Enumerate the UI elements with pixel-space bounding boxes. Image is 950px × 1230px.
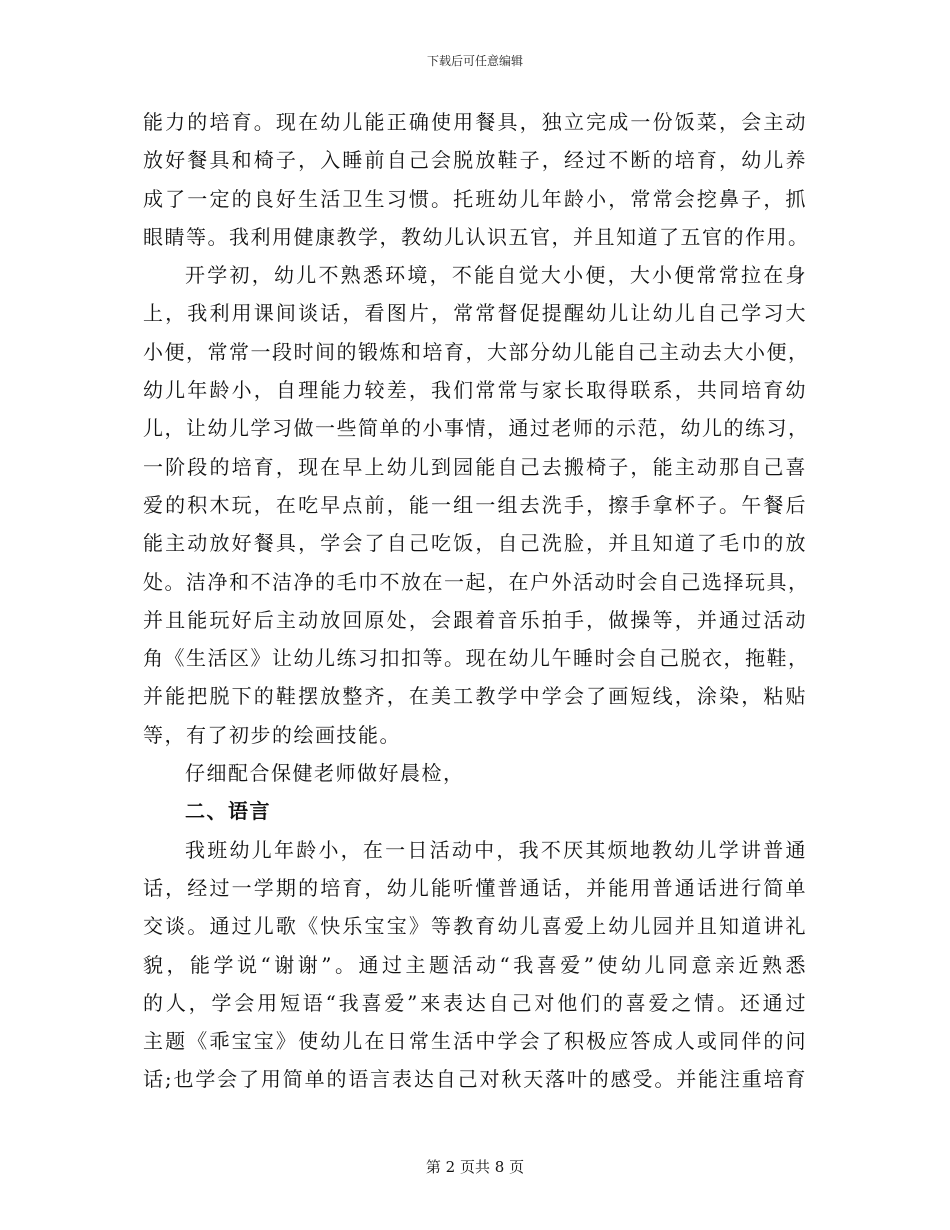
section-heading: 二、语言 [185,799,271,824]
text-line: 小便，常常一段时间的锻炼和培育，大部分幼儿能自己主动去大小便， [143,339,810,364]
text-line: 成了一定的良好生活卫生习惯。托班幼儿年龄小，常常会挖鼻子，抓 [143,186,807,211]
text-line: 等，有了初步的绘画技能。 [143,722,401,747]
document-body [143,103,810,1099]
text-line: 上，我利用课间谈话，看图片，常常督促提醒幼儿让幼儿自己学习大 [143,301,807,326]
text-line: 话，经过一学期的培育，幼儿能听懂普通话，并能用普通话进行简单 [143,875,807,900]
text-line: 放好餐具和椅子，入睡前自己会脱放鞋子，经过不断的培育，幼儿养 [143,148,807,173]
paragraph-first-line: 仔细配合保健老师做好晨检， [185,761,465,786]
text-line: 能主动放好餐具，学会了自己吃饭，自己洗脸，并且知道了毛巾的放 [143,531,807,556]
paragraph-first-line: 我班幼儿年龄小，在一日活动中，我不厌其烦地教幼儿学讲普通 [185,837,807,862]
text-line: 的人，学会用短语“我喜爱”来表达自己对他们的喜爱之情。还通过 [143,990,807,1015]
text-line: 幼儿年龄小，自理能力较差，我们常常与家长取得联系，共同培育幼 [143,378,807,403]
page-footer: 第 2 页共 8 页 [425,1158,525,1176]
text-line: 一阶段的培育，现在早上幼儿到园能自己去搬椅子，能主动那自己喜 [143,454,807,479]
page-header: 下载后可任意编辑 [426,54,523,68]
paragraph-first-line: 开学初，幼儿不熟悉环境，不能自觉大小便，大小便常常拉在身 [185,263,807,288]
text-line: 并且能玩好后主动放回原处，会跟着音乐拍手，做操等，并通过活动 [143,607,807,632]
text-line: 话;也学会了用简单的语言表达自己对秋天落叶的感受。并能注重培育 [143,1067,807,1092]
text-line: 眼睛等。我利用健康教学，教幼儿认识五官，并且知道了五官的作用。 [143,224,810,249]
text-line: 貌，能学说“谢谢”。通过主题活动“我喜爱”使幼儿同意亲近熟悉 [143,952,807,977]
text-line: 交谈。通过儿歌《快乐宝宝》等教育幼儿喜爱上幼儿园并且知道讲礼 [143,914,807,939]
text-line: 角《生活区》让幼儿练习扣扣等。现在幼儿午睡时会自己脱衣，拖鞋， [143,646,810,671]
text-line: 并能把脱下的鞋摆放整齐，在美工教学中学会了画短线，涂染，粘贴 [143,684,807,709]
text-line: 处。洁净和不洁净的毛巾不放在一起，在户外活动时会自己选择玩具， [143,569,810,594]
text-line: 能力的培育。现在幼儿能正确使用餐具，独立完成一份饭菜，会主动 [143,110,807,134]
text-line: 爱的积木玩，在吃早点前，能一组一组去洗手，擦手拿杯子。午餐后 [143,492,807,517]
text-line: 主题《乖宝宝》使幼儿在日常生活中学会了积极应答成人或同伴的问 [143,1029,807,1054]
text-line: 儿，让幼儿学习做一些简单的小事情，通过老师的示范，幼儿的练习， [143,416,810,441]
